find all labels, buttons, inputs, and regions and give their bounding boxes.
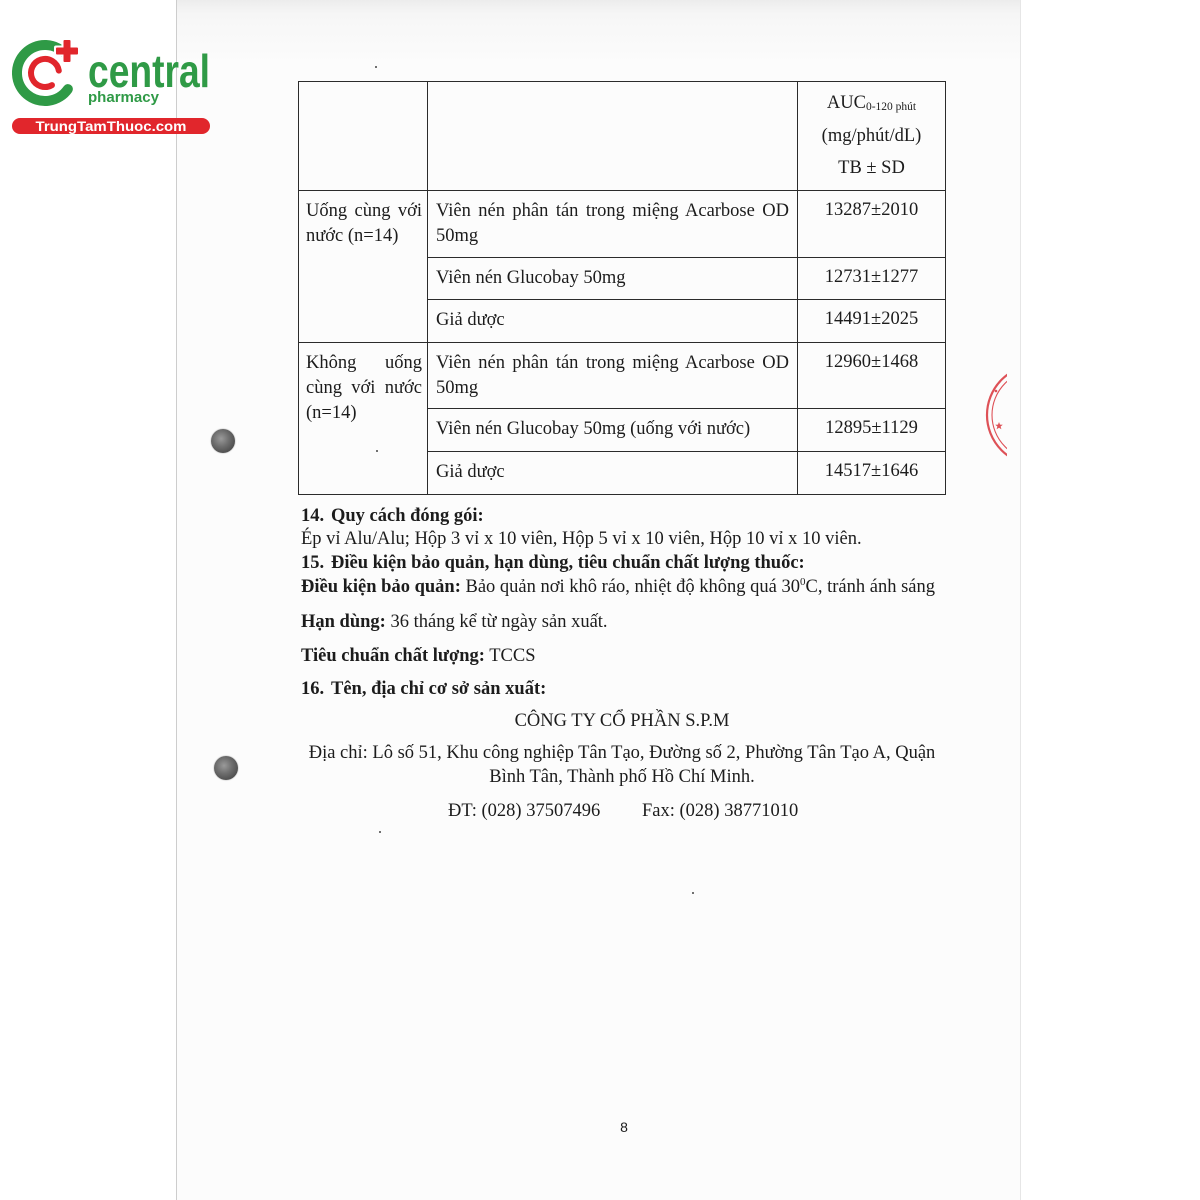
red-seal-stamp — [975, 360, 1007, 475]
packaging-text: Ép vỉ Alu/Alu; Hộp 3 vỉ x 10 viên, Hộp 5 vỉ x 10 viên, Hộp 10 vỉ x 10 viên. — [301, 529, 862, 549]
punch-hole — [211, 429, 235, 453]
condition-cell: Uống cùng với nước (n=14) — [299, 191, 428, 343]
treatment-cell: Viên nén phân tán trong miệng Acarbose OD 50mg — [428, 343, 798, 409]
section-14-title: Quy cách đóng gói: — [331, 506, 484, 526]
treatment-cell: Giả dược — [428, 452, 798, 495]
quality-standard — [301, 644, 536, 668]
table-header-row — [299, 82, 946, 191]
phone-number: ĐT: (028) 37507496 — [448, 801, 601, 821]
shelf-life-text: 36 tháng kể từ ngày sản xuất. — [390, 612, 608, 632]
address-line-2: Bình Tân, Thành phố Hồ Chí Minh. — [489, 767, 755, 787]
storage-text-end: C, tránh ánh sáng — [805, 577, 935, 597]
auc-statistic: TB ± SD — [838, 158, 905, 178]
section-14-number: 14. — [301, 506, 325, 526]
auc-value-cell: 12731±1277 — [798, 258, 946, 300]
storage-degree-superscript: 0 — [800, 576, 806, 588]
quality-standard-label: Tiêu chuẩn chất lượng: — [301, 646, 485, 666]
header-cell-treatment — [428, 82, 798, 191]
address-line-1: Địa chỉ: Lô số 51, Khu công nghiệp Tân Tạo, Đường số 2, Phường Tân Tạo A, Quận — [308, 743, 936, 763]
condition-cell: Không uống cùng với nước (n=14) — [299, 343, 428, 495]
company-name: CÔNG TY CỔ PHẦN S.P.M — [514, 711, 730, 731]
shelf-life — [301, 610, 608, 634]
logo-cross-horizontal — [56, 48, 78, 55]
central-pharmacy-logo-icon — [17, 38, 80, 101]
auc-value-cell: 14491±2025 — [798, 300, 946, 343]
shelf-life-label: Hạn dùng: — [301, 612, 386, 632]
header-cell-auc — [798, 82, 946, 191]
auc-value-cell: 12895±1129 — [798, 409, 946, 452]
treatment-cell: Viên nén Glucobay 50mg (uống với nước) — [428, 409, 798, 452]
logo-tagline: pharmacy — [88, 89, 160, 106]
logo-website: TrungTamThuoc.com — [35, 119, 187, 134]
auc-value-cell: 13287±2010 — [798, 191, 946, 258]
seal-outer-ring — [987, 365, 1007, 465]
storage-text: Bảo quản nơi khô ráo, nhiệt độ không quá 30 — [465, 577, 801, 597]
punch-hole — [214, 756, 238, 780]
auc-value-cell: 12960±1468 — [798, 343, 946, 409]
auc-metric-label: AUC — [826, 93, 866, 113]
quality-standard-text: TCCS — [489, 646, 536, 666]
auc-metric-subscript: 0-120 phút — [865, 101, 917, 113]
section-15-number: 15. — [301, 553, 325, 573]
page-number: 8 — [620, 1119, 628, 1135]
scan-speck — [375, 66, 377, 68]
seal-dot — [995, 390, 998, 393]
section-16-number: 16. — [301, 679, 325, 699]
section-16-heading — [301, 677, 546, 701]
logo-brand-name: central — [88, 45, 210, 97]
storage-conditions — [301, 575, 935, 599]
auc-metric-line — [802, 87, 941, 120]
section-16-title: Tên, địa chỉ cơ sở sản xuất: — [331, 679, 547, 699]
treatment-cell: Viên nén phân tán trong miệng Acarbose OD 50mg — [428, 191, 798, 258]
table-row — [299, 343, 946, 409]
auc-unit: (mg/phút/dL) — [821, 125, 922, 146]
section-15-heading — [301, 551, 805, 575]
section-14-heading — [301, 504, 484, 528]
header-cell-condition — [299, 82, 428, 191]
auc-results-table — [298, 81, 946, 495]
auc-value-cell: 14517±1646 — [798, 452, 946, 495]
logo-inner-arc — [31, 59, 59, 87]
section-15-title: Điều kiện bảo quản, hạn dùng, tiêu chuẩn chất lượng thuốc: — [331, 553, 805, 573]
treatment-cell: Viên nén Glucobay 50mg — [428, 258, 798, 300]
seal-star-icon — [995, 422, 1003, 429]
treatment-cell: Giả dược — [428, 300, 798, 343]
scan-speck — [379, 831, 381, 833]
table-row — [299, 191, 946, 258]
central-pharmacy-logo — [0, 0, 220, 140]
scan-speck — [692, 892, 694, 894]
storage-label: Điều kiện bảo quản: — [301, 577, 461, 597]
fax-number: Fax: (028) 38771010 — [642, 801, 799, 821]
